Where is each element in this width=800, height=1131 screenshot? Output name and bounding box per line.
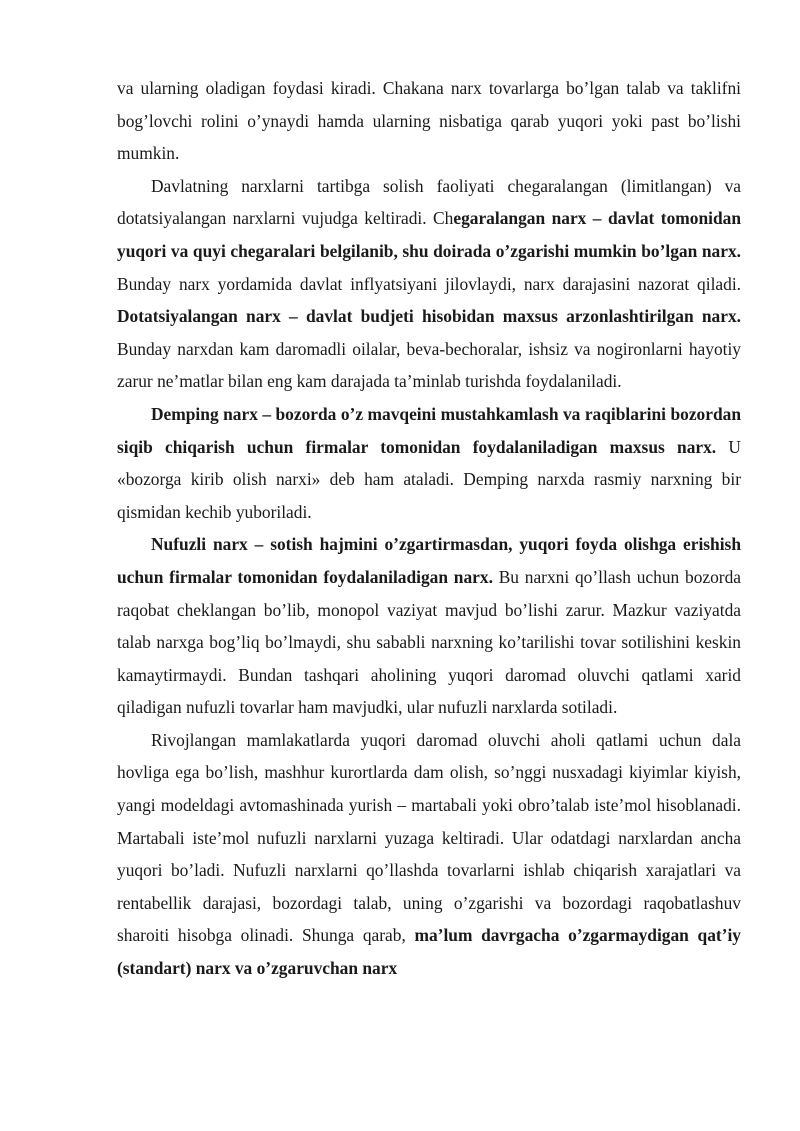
paragraph <box>117 398 741 528</box>
document-body <box>117 72 741 985</box>
definition-bold: ma’lum davrgacha o’zgarmaydigan qat’iy (standart) narx va o’zgaruvchan narx <box>117 925 741 979</box>
paragraph <box>117 170 741 398</box>
definition-bold: Dotatsiyalangan narx – davlat budjeti hisobidan maxsus arzonlashtirilgan narx. <box>117 306 741 327</box>
text-run: Davlatning narxlarni tartibga solish faoliyati chegaralangan (limitlangan) va dotatsiyalangan narxlarni vujudga keltiradi. Ch <box>117 175 741 229</box>
definition-bold: Nufuzli narx – sotish hajmini o’zgartirmasdan, yuqori foyda olishga erishish uchun firmalar tomonidan foydalaniladigan narx. <box>117 534 741 587</box>
text-run: Bu narxni qo’llash uchun bozorda raqobat cheklangan bo’lib, monopol vaziyat mavjud bo’lishi zarur. Mazkur vaziyatda talab narxga bog’liq bo’lmaydi, shu sababli narxning ko’tarilishi tovar sotilishini keskin kamaytirmaydi. Bundan tashqari aholining yuqori daromad oluvchi qatlami xarid qiladigan nufuzli tovarlar ham mavjudki, ular nufuzli narxlarda sotiladi. <box>117 566 742 718</box>
definition-bold: egaralangan narx – davlat tomonidan yuqori va quyi chegaralari belgilanib, shu doirada o’zgarishi mumkin bo’lgan narx. <box>117 208 742 261</box>
definition-bold: Demping narx – bozorda o’z mavqeini mustahkamlash va raqiblarini bozordan siqib chiqarish uchun firmalar tomonidan foydalaniladigan maxsus narx. <box>117 403 741 457</box>
text-run: Rivojlangan mamlakatlarda yuqori daromad oluvchi aholi qatlami uchun dala hovliga ega bo’lish, mashhur kurortlarda dam olish, so’nggi nusxadagi kiyimlar kiyish, yangi modeldagi avtomashinada yurish – martabali yoki obro’talab iste’mol hisoblanadi. Martabali iste’mol nufuzli narxlarni yuzaga keltiradi. Ular odatdagi narxlardan ancha yuqori bo’ladi. Nufuzli narxlarni qo’llashda tovarlarni ishlab chiqarish xarajatlari va rentabellik darajasi, bozordagi talab, uning o’zgarishi va bozordagi raqobatlashuv sharoiti hisobga olinadi. Shunga qarab, <box>117 729 741 946</box>
text-run: Bunday narx yordamida davlat inflyatsiyani jilovlaydi, narx darajasini nazorat qiladi. <box>117 273 741 294</box>
paragraph <box>117 72 741 170</box>
paragraph <box>117 528 741 724</box>
text-run: Bunday narxdan kam daromadli oilalar, beva-bechoralar, ishsiz va nogironlarni hayotiy zarur ne’matlar bilan eng kam darajada ta’minlab turishda foydalaniladi. <box>117 338 741 392</box>
text-run: va ularning oladigan foydasi kiradi. Chakana narx tovarlarga bo’lgan talab va taklifni bog’lovchi rolini o’ynaydi hamda ularning nisbatiga qarab yuqori yoki past bo’lishi mumkin. <box>117 78 741 164</box>
text-run: U «bozorga kirib olish narxi» deb ham ataladi. Demping narxda rasmiy narxning bir qismidan kechib yuboriladi. <box>117 436 741 522</box>
paragraph <box>117 724 741 985</box>
